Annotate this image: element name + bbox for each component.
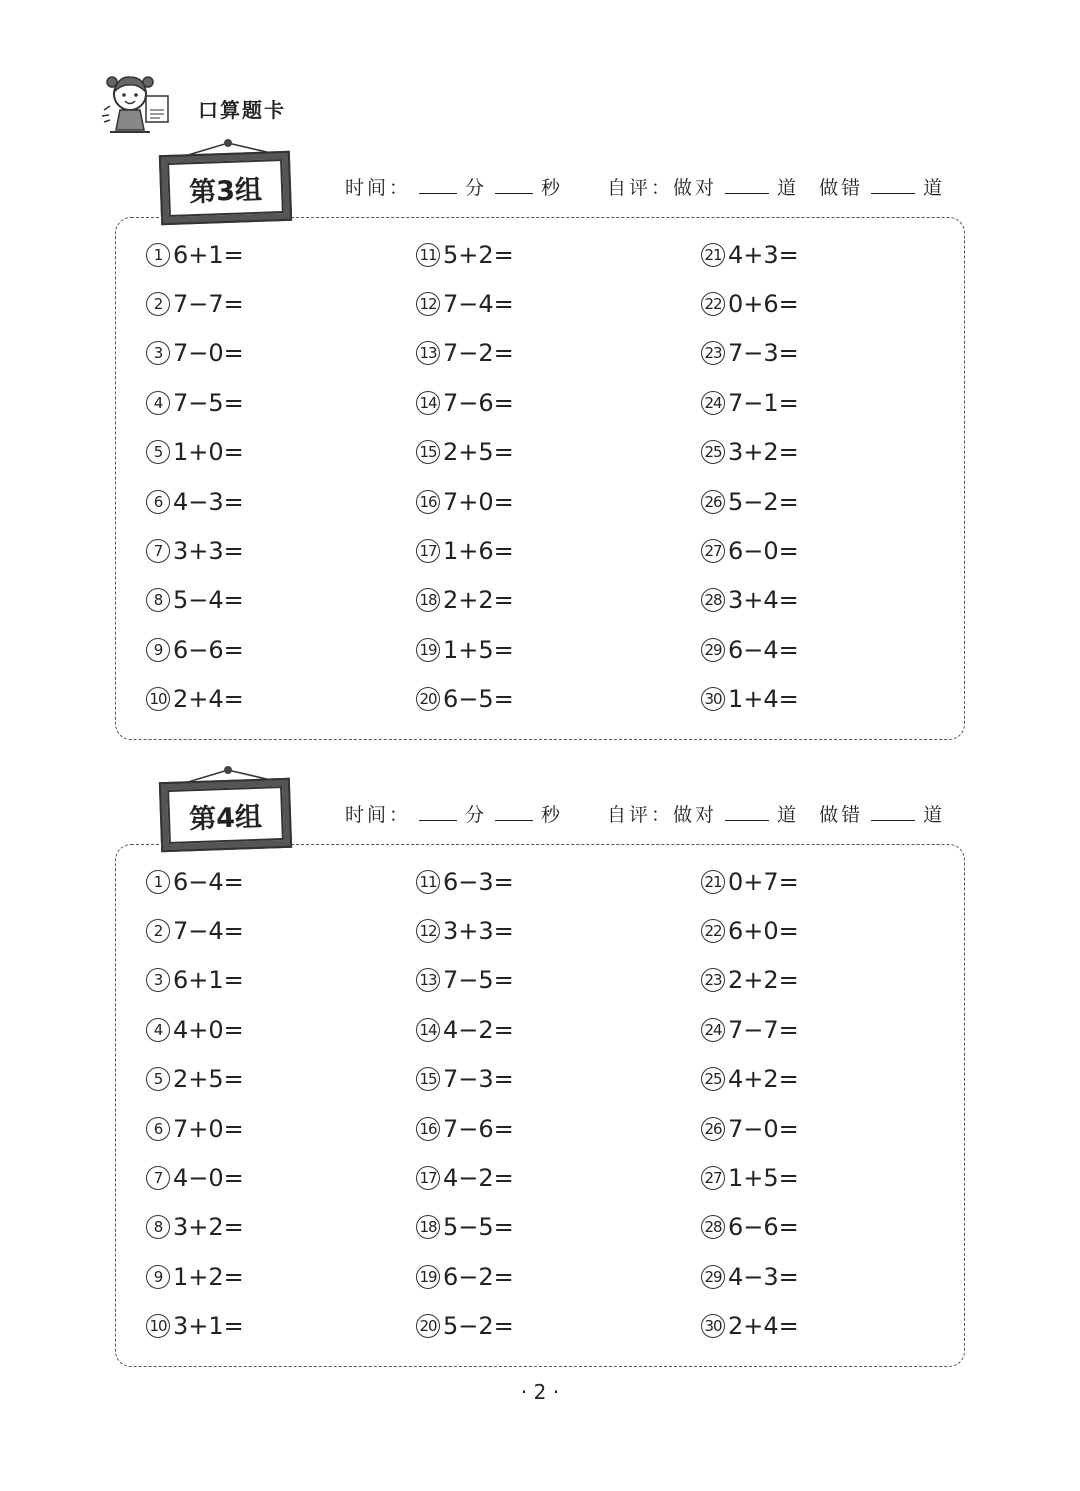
problem-item — [416, 230, 676, 279]
problem-number: 28 — [701, 1215, 725, 1239]
problem-item — [416, 956, 676, 1005]
problem-item — [146, 1302, 406, 1351]
problem-expression: 6−6= — [728, 1213, 799, 1242]
problem-item — [701, 675, 961, 724]
problem-number: 13 — [416, 341, 440, 365]
problem-expression: 5−2= — [728, 487, 799, 516]
problem-expression: 4−2= — [443, 1164, 514, 1193]
problem-number: 8 — [146, 588, 170, 612]
problem-item — [146, 230, 406, 279]
problem-expression: 7+0= — [173, 1114, 244, 1143]
problem-item — [416, 279, 676, 328]
problem-expression: 2+4= — [173, 685, 244, 714]
correct-blank[interactable] — [725, 820, 769, 821]
problem-item — [416, 378, 676, 427]
problem-number: 8 — [146, 1215, 170, 1239]
problem-expression: 4+3= — [728, 240, 799, 269]
problem-expression: 2+2= — [728, 966, 799, 995]
problem-expression: 7−7= — [173, 290, 244, 319]
problem-number: 29 — [701, 638, 725, 662]
problem-expression: 5−2= — [443, 1312, 514, 1341]
problem-item — [701, 906, 961, 955]
problem-number: 29 — [701, 1265, 725, 1289]
problem-number: 13 — [416, 968, 440, 992]
problem-item — [146, 1055, 406, 1104]
self-eval-label: 自评：做对 — [607, 804, 718, 826]
problem-expression: 7−6= — [443, 1114, 514, 1143]
problem-expression: 4−0= — [173, 1164, 244, 1193]
problem-item — [701, 279, 961, 328]
problem-number: 10 — [146, 687, 170, 711]
problem-expression: 3+4= — [728, 586, 799, 615]
group-title: 第3组 — [167, 159, 284, 217]
problem-number: 14 — [416, 1018, 440, 1042]
problem-expression: 7−0= — [173, 339, 244, 368]
problem-expression: 6−6= — [173, 635, 244, 664]
problem-number: 6 — [146, 490, 170, 514]
problem-number: 15 — [416, 1067, 440, 1091]
unit-label: 道 — [923, 177, 946, 199]
problem-expression: 1+4= — [728, 685, 799, 714]
problem-box — [115, 217, 965, 740]
problem-column — [701, 230, 961, 724]
problem-item — [701, 576, 961, 625]
problem-expression: 3+3= — [443, 917, 514, 946]
problem-expression: 2+5= — [443, 438, 514, 467]
problem-expression: 7−6= — [443, 388, 514, 417]
minute-blank[interactable] — [419, 820, 457, 821]
problem-number: 18 — [416, 588, 440, 612]
second-label: 秒 — [541, 804, 564, 826]
problem-expression: 1+0= — [173, 438, 244, 467]
problem-item — [416, 576, 676, 625]
problem-expression: 7−0= — [728, 1114, 799, 1143]
problem-number: 11 — [416, 243, 440, 267]
problem-expression: 6−0= — [728, 537, 799, 566]
problem-number: 4 — [146, 1018, 170, 1042]
problem-item — [416, 1055, 676, 1104]
problem-item — [701, 428, 961, 477]
problem-item — [146, 428, 406, 477]
group-title-sign — [160, 762, 295, 857]
problem-number: 3 — [146, 341, 170, 365]
group-title-sign — [160, 135, 295, 230]
problem-number: 30 — [701, 1314, 725, 1338]
problem-expression: 0+6= — [728, 290, 799, 319]
problem-item — [416, 1302, 676, 1351]
wrong-blank[interactable] — [871, 193, 915, 194]
problem-expression: 7−5= — [173, 388, 244, 417]
problem-item — [701, 526, 961, 575]
problem-item — [701, 1153, 961, 1202]
problem-number: 10 — [146, 1314, 170, 1338]
problem-item — [416, 675, 676, 724]
problem-number: 12 — [416, 919, 440, 943]
problem-box — [115, 844, 965, 1367]
problem-expression: 6−4= — [728, 635, 799, 664]
problem-number: 23 — [701, 341, 725, 365]
problem-expression: 6+0= — [728, 917, 799, 946]
problem-item — [146, 1252, 406, 1301]
problem-number: 20 — [416, 1314, 440, 1338]
problem-item — [146, 675, 406, 724]
problem-number: 27 — [701, 1166, 725, 1190]
problem-item — [416, 1153, 676, 1202]
problem-expression: 1+5= — [443, 635, 514, 664]
problem-item — [701, 1055, 961, 1104]
problem-item — [146, 378, 406, 427]
problem-number: 14 — [416, 391, 440, 415]
problem-item — [416, 477, 676, 526]
problem-expression: 6−4= — [173, 867, 244, 896]
problem-expression: 6+1= — [173, 966, 244, 995]
problem-expression: 3+2= — [173, 1213, 244, 1242]
problem-number: 16 — [416, 1117, 440, 1141]
problem-column — [701, 857, 961, 1351]
problem-item — [701, 378, 961, 427]
second-blank[interactable] — [495, 193, 533, 194]
problem-expression: 3+3= — [173, 537, 244, 566]
problem-item — [146, 625, 406, 674]
problem-number: 18 — [416, 1215, 440, 1239]
problem-expression: 4+2= — [728, 1065, 799, 1094]
problem-item — [701, 329, 961, 378]
problem-item — [146, 279, 406, 328]
problem-number: 9 — [146, 1265, 170, 1289]
problem-number: 27 — [701, 539, 725, 563]
problem-item — [416, 329, 676, 378]
problem-number: 21 — [701, 870, 725, 894]
problem-number: 17 — [416, 539, 440, 563]
problem-item — [701, 857, 961, 906]
problem-number: 17 — [416, 1166, 440, 1190]
problem-number: 25 — [701, 440, 725, 464]
problem-item — [146, 1005, 406, 1054]
problem-number: 7 — [146, 1166, 170, 1190]
problem-item — [701, 1203, 961, 1252]
problem-number: 2 — [146, 919, 170, 943]
problem-item — [416, 625, 676, 674]
page-number: · 2 · — [520, 1380, 560, 1404]
problem-item — [146, 576, 406, 625]
second-label: 秒 — [541, 177, 564, 199]
problem-column — [146, 230, 406, 724]
problem-expression: 3+1= — [173, 1312, 244, 1341]
problem-item — [416, 1005, 676, 1054]
problem-expression: 5−4= — [173, 586, 244, 615]
problem-number: 11 — [416, 870, 440, 894]
problem-expression: 7−4= — [173, 917, 244, 946]
problem-expression: 2+2= — [443, 586, 514, 615]
problem-number: 21 — [701, 243, 725, 267]
problem-expression: 4−3= — [173, 487, 244, 516]
book-title: 口算题卡 — [198, 98, 286, 122]
problem-number: 16 — [416, 490, 440, 514]
problem-item — [146, 1203, 406, 1252]
problem-expression: 1+2= — [173, 1262, 244, 1291]
problem-item — [416, 1252, 676, 1301]
unit-label: 道 — [777, 177, 800, 199]
problem-item — [146, 956, 406, 1005]
time-label: 时间： — [345, 804, 412, 826]
problem-expression: 4+0= — [173, 1015, 244, 1044]
wrong-label: 做错 — [819, 804, 864, 826]
problem-number: 24 — [701, 391, 725, 415]
problem-expression: 7+0= — [443, 487, 514, 516]
problem-number: 1 — [146, 870, 170, 894]
second-blank[interactable] — [495, 820, 533, 821]
problem-expression: 4−3= — [728, 1262, 799, 1291]
problem-number: 6 — [146, 1117, 170, 1141]
problem-expression: 1+6= — [443, 537, 514, 566]
problem-item — [146, 1104, 406, 1153]
problem-number: 22 — [701, 292, 725, 316]
wrong-blank[interactable] — [871, 820, 915, 821]
problem-item — [701, 1104, 961, 1153]
problem-expression: 7−3= — [443, 1065, 514, 1094]
problem-item — [146, 526, 406, 575]
problem-expression: 6−3= — [443, 867, 514, 896]
problem-number: 9 — [146, 638, 170, 662]
problem-number: 20 — [416, 687, 440, 711]
score-line — [345, 173, 945, 200]
problem-expression: 6−2= — [443, 1262, 514, 1291]
problem-item — [701, 230, 961, 279]
problem-item — [146, 1153, 406, 1202]
problem-item — [146, 857, 406, 906]
minute-label: 分 — [465, 804, 488, 826]
problem-column — [416, 230, 676, 724]
problem-expression: 5−5= — [443, 1213, 514, 1242]
problem-number: 19 — [416, 1265, 440, 1289]
problem-number: 28 — [701, 588, 725, 612]
problem-item — [701, 625, 961, 674]
problem-number: 5 — [146, 1067, 170, 1091]
problem-item — [701, 1302, 961, 1351]
problem-number: 26 — [701, 1117, 725, 1141]
problem-number: 2 — [146, 292, 170, 316]
problem-number: 7 — [146, 539, 170, 563]
problem-item — [701, 1252, 961, 1301]
problem-number: 23 — [701, 968, 725, 992]
problem-number: 3 — [146, 968, 170, 992]
problem-expression: 6−5= — [443, 685, 514, 714]
problem-number: 25 — [701, 1067, 725, 1091]
score-line — [345, 800, 945, 827]
problem-expression: 2+4= — [728, 1312, 799, 1341]
minute-blank[interactable] — [419, 193, 457, 194]
problem-expression: 3+2= — [728, 438, 799, 467]
problem-expression: 2+5= — [173, 1065, 244, 1094]
problem-number: 1 — [146, 243, 170, 267]
problem-number: 24 — [701, 1018, 725, 1042]
unit-label: 道 — [777, 804, 800, 826]
problem-item — [146, 329, 406, 378]
problem-item — [416, 1203, 676, 1252]
problem-item — [146, 906, 406, 955]
problem-expression: 7−3= — [728, 339, 799, 368]
problem-expression: 7−2= — [443, 339, 514, 368]
problem-item — [701, 1005, 961, 1054]
self-eval-label: 自评：做对 — [607, 177, 718, 199]
correct-blank[interactable] — [725, 193, 769, 194]
problem-item — [701, 477, 961, 526]
problem-item — [416, 857, 676, 906]
problem-number: 15 — [416, 440, 440, 464]
girl-mascot-icon — [100, 70, 180, 140]
problem-expression: 1+5= — [728, 1164, 799, 1193]
problem-item — [146, 477, 406, 526]
problem-number: 19 — [416, 638, 440, 662]
problem-number: 26 — [701, 490, 725, 514]
problem-item — [416, 526, 676, 575]
problem-item — [701, 956, 961, 1005]
minute-label: 分 — [465, 177, 488, 199]
problem-expression: 7−4= — [443, 290, 514, 319]
problem-expression: 7−1= — [728, 388, 799, 417]
problem-expression: 6+1= — [173, 240, 244, 269]
problem-expression: 5+2= — [443, 240, 514, 269]
time-label: 时间： — [345, 177, 412, 199]
problem-number: 4 — [146, 391, 170, 415]
problem-item — [416, 1104, 676, 1153]
problem-item — [416, 428, 676, 477]
wrong-label: 做错 — [819, 177, 864, 199]
problem-expression: 0+7= — [728, 867, 799, 896]
problem-number: 12 — [416, 292, 440, 316]
problem-expression: 7−5= — [443, 966, 514, 995]
problem-number: 30 — [701, 687, 725, 711]
problem-number: 22 — [701, 919, 725, 943]
problem-expression: 4−2= — [443, 1015, 514, 1044]
problem-expression: 7−7= — [728, 1015, 799, 1044]
group-title: 第4组 — [167, 786, 284, 844]
problem-item — [416, 906, 676, 955]
problem-column — [416, 857, 676, 1351]
problem-column — [146, 857, 406, 1351]
problem-number: 5 — [146, 440, 170, 464]
unit-label: 道 — [923, 804, 946, 826]
